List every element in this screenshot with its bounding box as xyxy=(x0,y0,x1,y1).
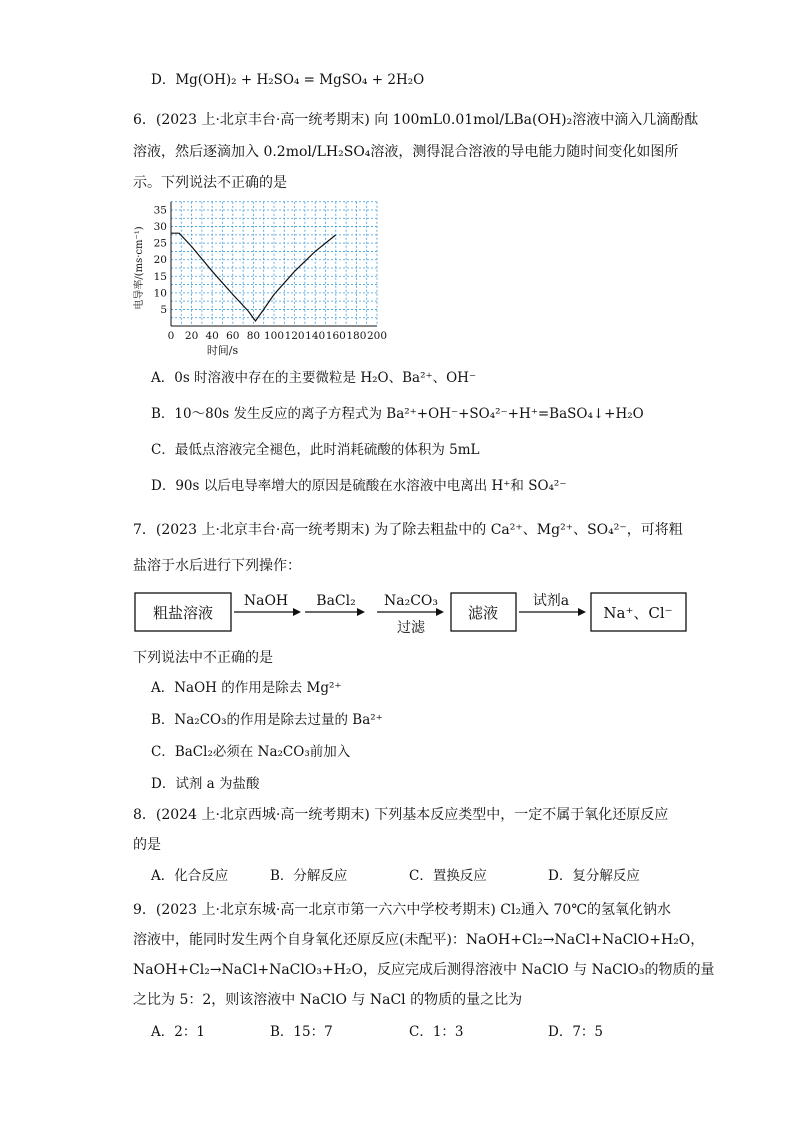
flow-step3-text: Na₂CO₃ xyxy=(383,593,439,609)
q6-stem-line1: 6．(2023 上·北京丰台·高一统考期末) 向 100mL0.01mol/LBa(OH)₂溶液中滴入几滴酚酞 xyxy=(133,112,699,128)
q8-option-b: B．分解反应 xyxy=(270,868,348,884)
q7-stem-line2: 盐溶于水后进行下列操作： xyxy=(133,558,301,574)
q7-option-c: C．BaCl₂必须在 Na₂CO₃前加入 xyxy=(151,744,351,760)
x-tick-label: 20 xyxy=(184,330,199,342)
q9-option-b: B．15：7 xyxy=(270,1024,333,1040)
q9-stem-line1: 9．(2023 上·北京东城·高一北京市第一六六中学校考期末) Cl₂通入 70℃的氢氧化钠水 xyxy=(133,902,671,918)
q6-option-b: B．10～80s 发生反应的离子方程式为 Ba²⁺+OH⁻+SO₄²⁻+H⁺=BaSO₄↓+H₂O xyxy=(151,406,644,422)
q9-option-d: D．7：5 xyxy=(548,1024,604,1040)
flow-box2-text: 滤液 xyxy=(467,604,499,622)
x-tick-label: 160 xyxy=(325,330,346,342)
q7-option-a: A．NaOH 的作用是除去 Mg²⁺ xyxy=(151,680,342,696)
x-tick-label: 0 xyxy=(167,330,175,342)
flow-step2-text: BaCl₂ xyxy=(316,593,356,609)
q6-option-d: D．90s 以后电导率增大的原因是硫酸在水溶液中电离出 H⁺和 SO₄²⁻ xyxy=(151,478,567,494)
q5-option-d: D．Mg(OH)₂ + H₂SO₄ = MgSO₄ + 2H₂O xyxy=(151,72,425,88)
flow-box1-text: 粗盐溶液 xyxy=(152,604,214,622)
q8-stem-line1: 8．(2024 上·北京西城·高一统考期末) 下列基本反应类型中，一定不属于氧化还原反应 xyxy=(133,807,669,823)
q7-option-d: D．试剂 a 为盐酸 xyxy=(151,776,260,792)
flow-arrowhead-1 xyxy=(293,608,301,616)
x-tick-label: 180 xyxy=(346,330,367,342)
chart-ticks xyxy=(154,205,387,343)
y-tick-label: 35 xyxy=(153,204,167,217)
q6-option-c: C．最低点溶液完全褪色，此时消耗硫酸的体积为 5mL xyxy=(151,442,480,458)
q7-stem-line1: 7．(2023 上·北京丰台·高一统考期末) 为了除去粗盐中的 Ca²⁺、Mg²⁺、SO₄²⁻，可将粗 xyxy=(133,522,683,538)
q8-option-c: C．置换反应 xyxy=(409,868,487,884)
y-tick-label: 20 xyxy=(153,254,167,267)
q9-stem-line4: 之比为 5：2，则该溶液中 NaClO 与 NaCl 的物质的量之比为 xyxy=(133,992,523,1008)
x-tick-label: 100 xyxy=(263,330,285,342)
q9-option-a: A．2：1 xyxy=(151,1024,205,1040)
q6-stem-line2: 溶液，然后逐滴加入 0.2mol/LH₂SO₄溶液，测得混合溶液的导电能力随时间变化如图所 xyxy=(133,144,679,160)
chart-grid xyxy=(171,202,377,326)
x-tick-label: 60 xyxy=(226,330,240,342)
x-axis-label: 时间/s xyxy=(206,344,239,357)
flow-step3-below-text: 过滤 xyxy=(397,620,425,636)
flow-arrowhead-2 xyxy=(357,608,365,616)
q9-option-c: C．1：3 xyxy=(409,1024,464,1040)
q7-option-b: B．Na₂CO₃的作用是除去过量的 Ba²⁺ xyxy=(151,712,383,728)
q8-option-a: A．化合反应 xyxy=(151,868,229,884)
y-tick-label: 30 xyxy=(153,221,167,234)
q6-option-a: A．0s 时溶液中存在的主要微粒是 H₂O、Ba²⁺、OH⁻ xyxy=(151,370,477,386)
flow-arrowhead-4 xyxy=(578,608,586,616)
q8-stem-line2: 的是 xyxy=(133,837,161,853)
x-tick-label: 200 xyxy=(366,330,388,342)
x-tick-label: 80 xyxy=(246,330,261,342)
q9-stem-line2: 溶液中，能同时发生两个自身氧化还原反应(未配平)：NaOH+Cl₂→NaCl+NaClO+H₂O， xyxy=(133,932,705,948)
flow-step1-text: NaOH xyxy=(243,593,289,609)
y-tick-label: 15 xyxy=(153,270,167,283)
q6-stem-line3: 示。下列说法不正确的是 xyxy=(133,175,287,191)
y-tick-label: 25 xyxy=(153,237,167,250)
x-tick-label: 40 xyxy=(205,330,219,342)
purification-flowchart xyxy=(133,588,693,644)
flow-box3-text: Na⁺、Cl⁻ xyxy=(603,604,673,622)
x-tick-label: 140 xyxy=(305,330,326,342)
q8-option-d: D．复分解反应 xyxy=(548,868,640,884)
flow-step4-text: 试剂a xyxy=(532,593,570,609)
y-tick-label: 10 xyxy=(153,287,167,300)
flow-arrowhead-3 xyxy=(436,608,444,616)
y-tick-label: 5 xyxy=(160,303,167,316)
y-axis-label: 电导率/(ms·cm⁻¹) xyxy=(134,226,145,310)
x-tick-label: 120 xyxy=(284,330,305,342)
q7-question: 下列说法中不正确的是 xyxy=(133,650,273,666)
q9-stem-line3: NaOH+Cl₂→NaCl+NaClO₃+H₂O，反应完成后测得溶液中 NaClO 与 NaClO₃的物质的量 xyxy=(133,962,715,978)
conductivity-chart xyxy=(130,196,400,361)
